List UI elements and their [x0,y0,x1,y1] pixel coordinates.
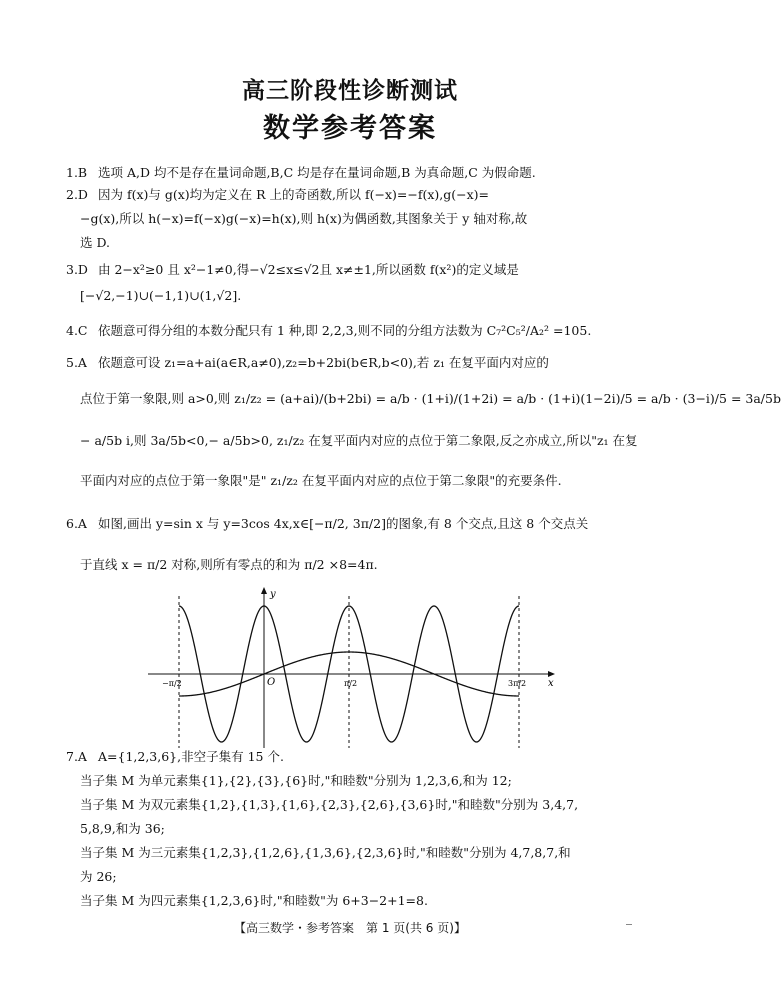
answer-2-line-2: −g(x),所以 h(−x)=f(−x)g(−x)=h(x),则 h(x)为偶函数,其图象关于 y 轴对称,故 [80,211,528,226]
answer-2-line-3: 选 D. [80,235,111,250]
answer-text: A={1,2,3,6},非空子集有 15 个. [97,749,284,764]
answer-7-line-3: 当子集 M 为双元素集{1,2},{1,3},{1,6},{2,3},{2,6},{3,6}时,"和睦数"分别为 3,4,7, [80,797,579,812]
answer-3 [66,261,519,279]
answer-3-line-2: [−√2,−1)∪(−1,1)∪(1,√2]. [80,288,242,303]
answer-6-line-2: 于直线 x = π/2 对称,则所有零点的和为 π/2 ×8=4π. [80,557,378,572]
answer-number: 6.A [66,516,87,531]
answer-5-line-2: 点位于第一象限,则 a>0,则 z₁/z₂ = (a+ai)/(b+2bi) = a/b · (1+i)/(1+2i) = a/b · (1+i)(1−2i)/5 = a/b · (3−i)/5 = 3a/5b [80,391,781,406]
y-axis-label: y [270,589,276,600]
tick-label-half-pi: π/2 [344,679,358,688]
x-axis-label: x [548,678,554,689]
answer-text: 依题意可得分组的本数分配只有 1 种,即 2,2,3,则不同的分组方法数为 C₇²C₅²/A₂² =105. [97,323,592,338]
answer-5-line-4: 平面内对应的点位于第一象限"是" z₁/z₂ 在复平面内对应的点位于第二象限"的充要条件. [80,473,562,488]
answer-5-line-3: − a/5b i,则 3a/5b<0,− a/5b>0, z₁/z₂ 在复平面内对应的点位于第二象限,反之亦成立,所以"z₁ 在复 [80,433,638,448]
answer-7-line-2: 当子集 M 为单元素集{1},{2},{3},{6}时,"和睦数"分别为 1,2,3,6,和为 12; [80,773,512,788]
answer-number: 4.C [66,323,88,338]
x-axis-arrow [548,671,555,677]
answer-7-line-4: 5,8,9,和为 36; [80,821,165,836]
page-title: 高三阶段性诊断测试 [242,78,458,104]
answer-7 [66,748,284,766]
answer-number: 3.D [66,262,88,277]
origin-label: O [267,677,276,688]
answer-5 [66,354,549,372]
answer-number: 7.A [66,749,87,764]
answer-number: 5.A [66,355,87,370]
tick-label-three-half-pi: 3π/2 [508,679,527,688]
page-subtitle: 数学参考答案 [263,113,437,144]
answer-number: 2.D [66,187,88,202]
y-axis-arrow [261,587,267,594]
answer-7-line-5: 当子集 M 为三元素集{1,2,3},{1,2,6},{1,3,6},{2,3,6}时,"和睦数"分别为 4,7,8,7,和 [80,845,571,860]
answer-7-line-7: 当子集 M 为四元素集{1,2,3,6}时,"和睦数"为 6+3−2+1=8. [80,893,428,908]
function-graph [148,586,560,748]
corner-mark [626,924,632,925]
answer-text: 因为 f(x)与 g(x)均为定义在 R 上的奇函数,所以 f(−x)=−f(x),g(−x)= [97,187,489,202]
tick-label-neg-half-pi: −π/2 [162,679,182,688]
answer-number: 1.B [66,165,88,180]
answer-6 [66,515,588,533]
answer-text: 依题意可设 z₁=a+ai(a∈R,a≠0),z₂=b+2bi(b∈R,b<0),若 z₁ 在复平面内对应的 [97,355,549,370]
answer-text: 选项 A,D 均不是存在量词命题,B,C 均是存在量词命题,B 为真命题,C 为假命题. [97,165,536,180]
answer-1 [66,164,536,182]
answer-text: 由 2−x²≥0 且 x²−1≠0,得−√2≤x≤√2且 x≠±1,所以函数 f(x²)的定义域是 [97,262,519,277]
answer-4 [66,322,591,340]
page-footer: 【高三数学・参考答案 第 1 页(共 6 页)】 [234,921,466,935]
answer-text: 如图,画出 y=sin x 与 y=3cos 4x,x∈[−π/2, 3π/2]的图象,有 8 个交点,且这 8 个交点关 [97,516,589,531]
answer-7-line-6: 为 26; [80,869,117,884]
answer-2 [66,186,489,204]
